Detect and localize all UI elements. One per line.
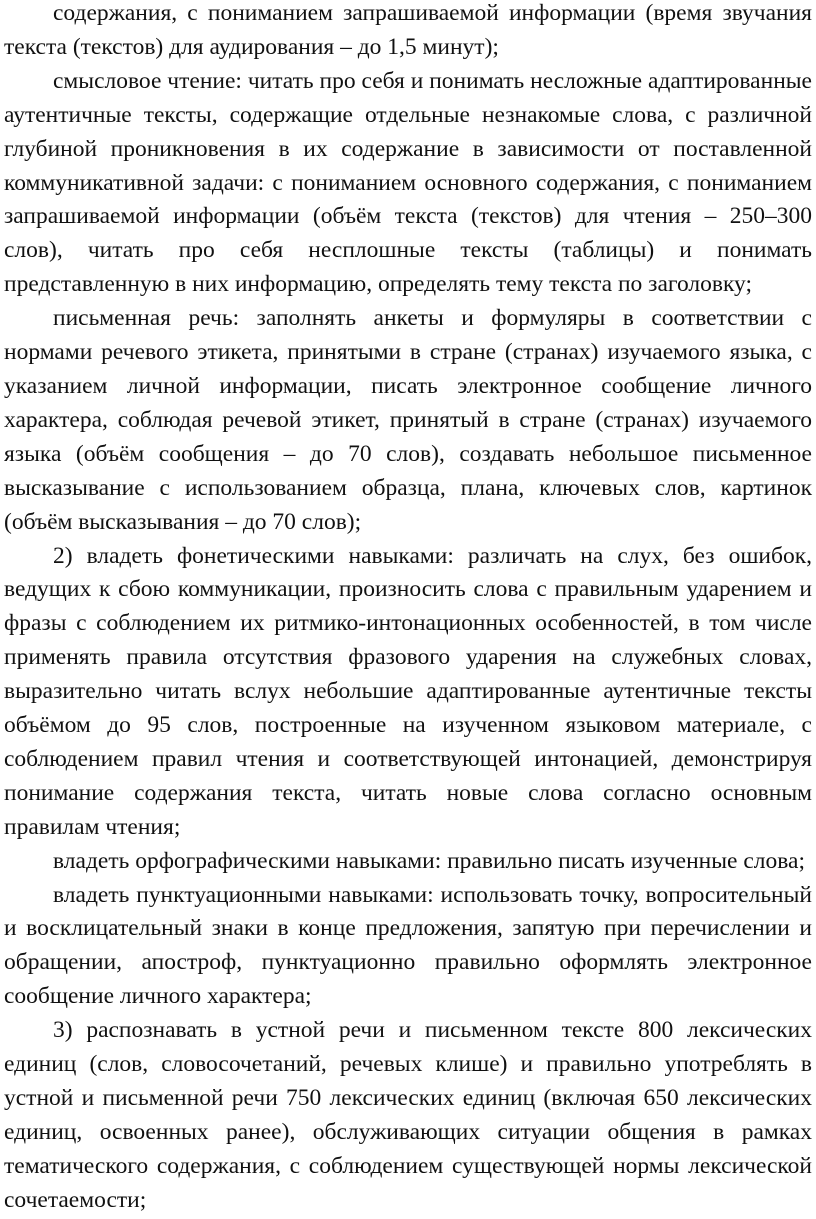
paragraph-lexical-units: 3) распознавать в устной речи и письменном тексте 800 лексических единиц (слов, словосочетаний, речевых клише) и правильно употреблять в устной и письменной речи 750 лексических единиц (включая 650 лексических единиц, освоенных ранее), обслуживающих ситуации общения в рамках тематического содержания, с соблюдением существующей нормы лексической сочетаемости; [4, 1017, 812, 1213]
paragraph-listening-continuation: содержания, с пониманием запрашиваемой информации (время звучания текста (текстов) для аудирования – до 1,5 минут); [4, 0, 812, 60]
paragraph-punctuation-skills: владеть пунктуационными навыками: использовать точку, вопросительный и восклицательный знаки в конце предложения, запятую при перечислении и обращении, апостроф, пунктуационно правильно оформлять электронное сообщение личного характера; [4, 881, 812, 1010]
document-page [4, 0, 812, 1218]
paragraph-semantic-reading: смысловое чтение: читать про себя и понимать несложные адаптированные аутентичные тексты, содержащие отдельные незнакомые слова, с различной глубиной проникновения в их содержание в зависимости от поставленной коммуникативной задачи: с пониманием основного содержания, с пониманием запрашиваемой информации (объём текста (текстов) для чтения – 250–300 слов), читать про себя несплошные тексты (таблицы) и понимать представленную в них информацию, определять тему текста по заголовку; [4, 67, 812, 298]
paragraph-written-speech: письменная речь: заполнять анкеты и формуляры в соответствии с нормами речевого этикета, принятыми в стране (странах) изучаемого языка, с указанием личной информации, писать электронное сообщение личного характера, соблюдая речевой этикет, принятый в стране (странах) изучаемого языка (объём сообщения – до 70 слов), создавать небольшое письменное высказывание с использованием образца, плана, ключевых слов, картинок (объём высказывания – до 70 слов); [4, 305, 812, 535]
paragraph-spelling-skills: владеть орфографическими навыками: правильно писать изученные слова; [53, 847, 805, 874]
paragraph-phonetic-skills: 2) владеть фонетическими навыками: различать на слух, без ошибок, ведущих к сбою коммуникации, произносить слова с правильным ударением и фразы с соблюдением их ритмико-интонационных особенностей, в том числе применять правила отсутствия фразового ударения на служебных словах, выразительно читать вслух небольшие адаптированные аутентичные тексты объёмом до 95 слов, построенные на изученном языковом материале, с соблюдением правил чтения и соответствующей интонацией, демонстрируя понимание содержания текста, читать новые слова согласно основным правилам чтения; [4, 542, 812, 840]
